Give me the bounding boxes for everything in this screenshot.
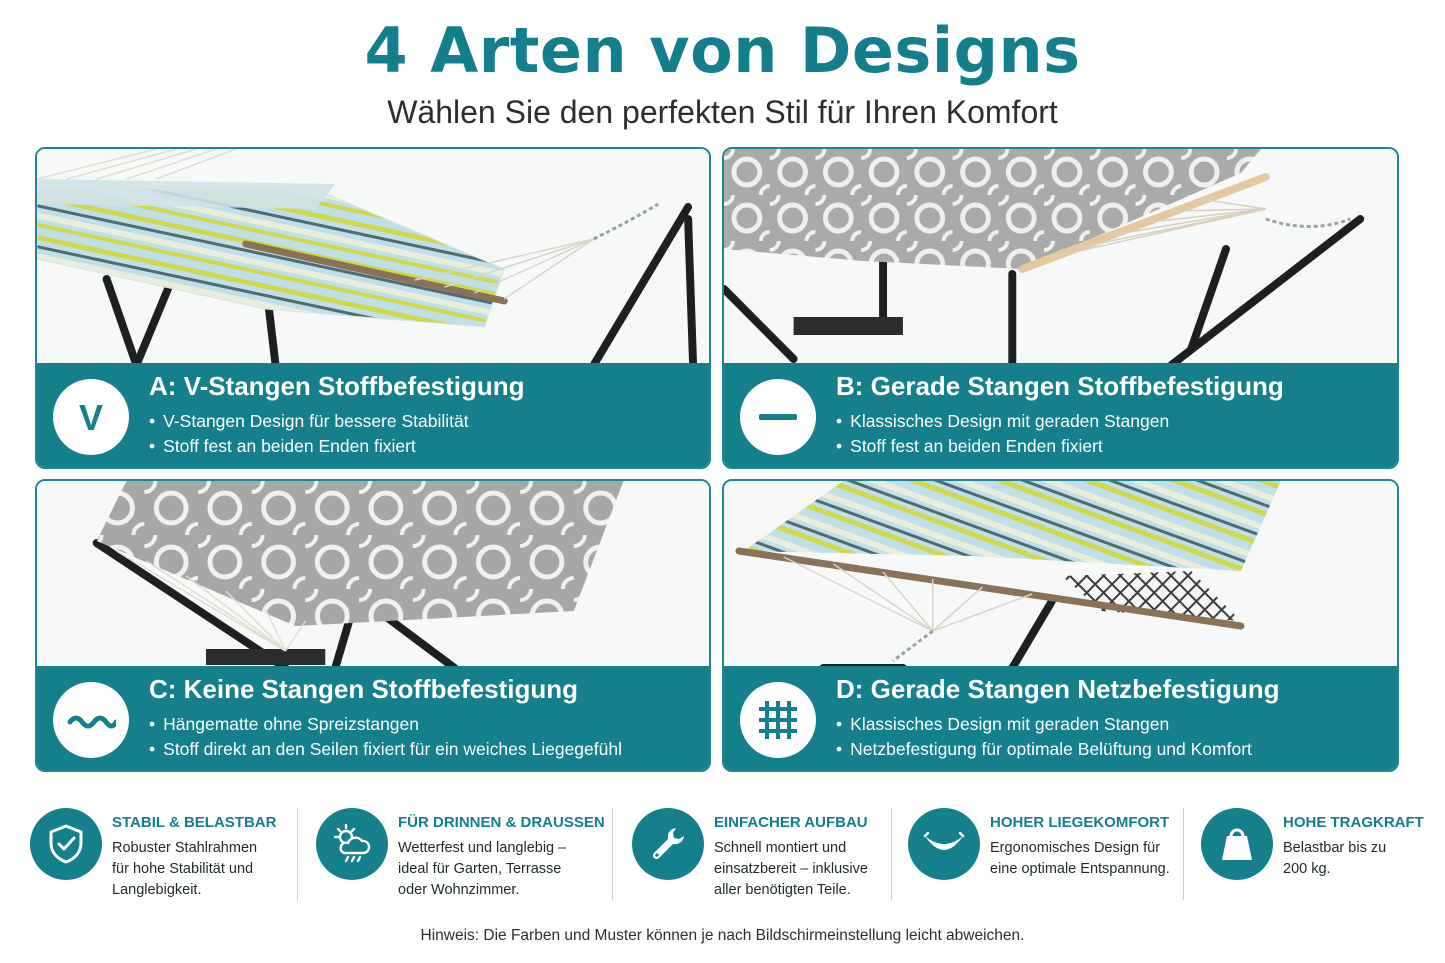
feature-text xyxy=(714,838,868,901)
feature-heading: FÜR DRINNEN & DRAUSSEN xyxy=(398,814,605,831)
feature-line: ideal für Garten, Terrasse xyxy=(398,861,562,877)
card-b-info-band xyxy=(724,363,1397,467)
card-d-bullet: • Netzbefestigung für optimale Belüftung und Komfort xyxy=(836,737,1252,762)
hammock-photo-v-bar xyxy=(37,149,709,365)
letter-v-icon xyxy=(53,379,129,455)
design-card-a xyxy=(35,147,711,469)
feature-line: oder Wohnzimmer. xyxy=(398,882,520,898)
sun-cloud-rain-icon xyxy=(316,808,388,880)
hammock-icon xyxy=(908,808,980,880)
feature-text xyxy=(990,838,1170,880)
design-card-b xyxy=(722,147,1399,469)
straight-line-icon xyxy=(740,379,816,455)
grid-icon xyxy=(740,682,816,758)
card-d-title: D: Gerade Stangen Netzbefestigung xyxy=(836,674,1280,704)
color-disclaimer-note: Hinweis: Die Farben und Muster können je nach Bildschirmeinstellung leicht abweichen. xyxy=(420,927,1025,944)
feature-text xyxy=(1283,838,1386,880)
feature-heading: HOHE TRAGKRAFT xyxy=(1283,814,1424,831)
page-title: 4 Arten von Designs xyxy=(364,14,1081,87)
card-d-bullet: • Klassisches Design mit geraden Stangen xyxy=(836,712,1252,737)
card-a-bullets xyxy=(149,409,469,459)
card-c-bullets xyxy=(149,712,622,762)
wrench-icon xyxy=(632,808,704,880)
card-a-title: A: V-Stangen Stoffbefestigung xyxy=(149,371,525,401)
card-c-title: C: Keine Stangen Stoffbefestigung xyxy=(149,674,578,704)
card-c-bullet: • Stoff direkt an den Seilen fixiert für ein weiches Liegegefühl xyxy=(149,737,622,762)
card-b-bullets xyxy=(836,409,1169,459)
wave-icon xyxy=(53,682,129,758)
feature-divider xyxy=(297,808,298,900)
feature-line: Wetterfest und langlebig – xyxy=(398,840,567,856)
feature-line: Ergonomisches Design für xyxy=(990,840,1161,856)
feature-heading: HOHER LIEGEKOMFORT xyxy=(990,814,1170,831)
feature-line: Schnell montiert und xyxy=(714,840,847,856)
feature-heading: STABIL & BELASTBAR xyxy=(112,814,277,831)
hammock-photo-straight-bar-fabric xyxy=(724,149,1397,365)
feature-line: aller benötigten Teile. xyxy=(714,882,851,898)
feature-divider xyxy=(1183,808,1184,900)
card-d-info-band xyxy=(724,666,1397,770)
hammock-photo-no-bar xyxy=(37,481,709,668)
weight-icon xyxy=(1201,808,1273,880)
feature-load-capacity xyxy=(1201,806,1431,902)
feature-line: 200 kg. xyxy=(1283,861,1331,877)
card-b-title: B: Gerade Stangen Stoffbefestigung xyxy=(836,371,1284,401)
card-b-bullet: • Stoff fest an beiden Enden fixiert xyxy=(836,434,1169,459)
card-b-bullet: • Klassisches Design mit geraden Stangen xyxy=(836,409,1169,434)
svg-text:V: V xyxy=(78,397,104,438)
hammock-photo-straight-bar-net xyxy=(724,481,1397,668)
design-card-d xyxy=(722,479,1399,772)
card-c-info-band xyxy=(37,666,709,770)
page-subtitle: Wählen Sie den perfekten Stil für Ihren Komfort xyxy=(387,94,1058,130)
feature-text xyxy=(398,838,566,901)
shield-check-icon xyxy=(30,808,102,880)
card-a-bullet: • Stoff fest an beiden Enden fixiert xyxy=(149,434,469,459)
card-a-bullet: • V-Stangen Design für bessere Stabilität xyxy=(149,409,469,434)
feature-stable xyxy=(30,806,290,902)
card-d-bullets xyxy=(836,712,1252,762)
feature-line: eine optimale Entspannung. xyxy=(990,861,1170,877)
feature-indoor-outdoor xyxy=(316,806,606,902)
feature-line: Robuster Stahlrahmen xyxy=(112,840,258,856)
design-card-c xyxy=(35,479,711,772)
card-c-bullet: • Hängematte ohne Spreizstangen xyxy=(149,712,622,737)
feature-line: Langlebigkeit. xyxy=(112,882,202,898)
feature-line: für hohe Stabilität und xyxy=(112,861,254,877)
feature-line: einsatzbereit – inklusive xyxy=(714,861,868,877)
card-a-info-band xyxy=(37,363,709,467)
feature-heading: EINFACHER AUFBAU xyxy=(714,814,868,831)
feature-comfort xyxy=(908,806,1178,902)
feature-divider xyxy=(891,808,892,900)
feature-easy-assembly xyxy=(632,806,892,902)
feature-text xyxy=(112,838,257,901)
feature-line: Belastbar bis zu xyxy=(1283,840,1387,856)
feature-divider xyxy=(612,808,613,900)
